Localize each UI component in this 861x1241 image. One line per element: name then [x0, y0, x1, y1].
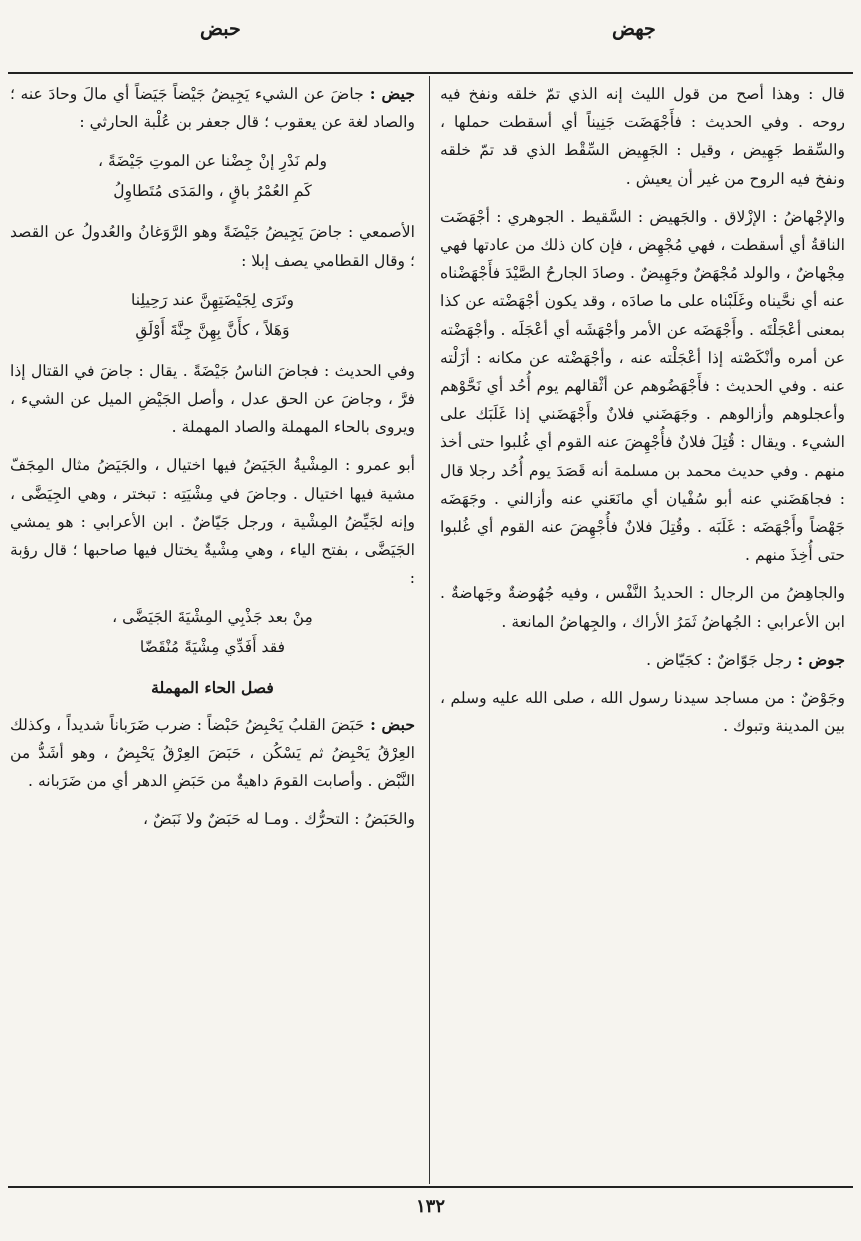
entry-text: والحَبَضُ : التحرُّك . ومـا له حَبَضٌ ولا نَبَضٌ ، [143, 810, 415, 829]
verse-line: فقد أَفَدِّي مِشْيَةً مُنْقَضّا [139, 638, 286, 657]
entry-text: والجاهِضُ من الرجال : الحديدُ النَّفْس ، وفيه جُهُوضةٌ وجَهاضةٌ . ابن الأعرابي : الجُهاضُ ثَمَرُ الأراك ، والجِهاضُ المانعة . [440, 584, 845, 631]
verse-line: وَهَلاً ، كأَنَّ بِهِنَّ جِنَّةَ أَوْلَقِ [135, 320, 290, 339]
verse-line: كَمِ العُمْرُ باقٍ ، والمَدَى مُتَطاوِلُ [113, 182, 312, 201]
entry-text: حَبَضَ القلبُ يَحْبِضُ حَبْضاً : ضرب ضَرَباناً شديداً ، وكذلك العِرْقُ يَحْبِضُ ثم يَسْكُن ، حَبَضَ العِرْقُ يَحْبِضُ ، وهو أشَدُّ من النَّبْض . وأصابت القومَ داهيةٌ من حَبَضِ الدهر أي من ضَرَبانه . [10, 715, 415, 791]
entry-text: رجل جَوّاضٌ : كجَيّاض . [646, 650, 792, 669]
entry-text: الأصمعي : جاضَ يَجِيضُ جَيْضَةً وهو الرَّوَغانُ والعُدولُ عن القصد ؛ وقال القطامي يصف إبلا : [10, 223, 415, 270]
poetry-verse [10, 146, 415, 206]
verse-line: مِنْ بعد جَذْبِي المِشْيَةَ الجَيَضَّى ، [112, 608, 313, 627]
entry-paragraph [440, 80, 845, 193]
entry-text: جاضَ عن الشيء يَجِيضُ جَيْضاً جَيَضاً أي مالَ وحادَ عنه ؛ والصاد لغة عن يعقوب ؛ قال جعفر بن عُلْبة الحارثي : [10, 85, 415, 132]
running-header-left: حبض [200, 18, 241, 40]
entry-paragraph [10, 218, 415, 274]
entry-headword: جوض : [791, 649, 845, 669]
entry-text: قال : وهذا أصح من قول الليث إنه الذي تمّ خلقه ونفخ فيه روحه . وفي الحديث : فأَجْهَضَت جَنِيناً أي أسقطت حملها ، والسِّقط جَهِيض ، وقيل : الجَهِيض السِّقْط الذي قد تمّ خلقه ونفخ فيه الروح من غير أن يعيش . [440, 85, 845, 188]
entry-paragraph [10, 711, 415, 796]
entry-paragraph [440, 646, 845, 674]
column-divider [429, 76, 430, 1184]
entry-paragraph [440, 203, 845, 570]
header-rule [8, 72, 853, 74]
entry-text: وفي الحديث : فجاضَ الناسُ جَيْضَةً . يقال : جاضَ في القتال إذا فرَّ ، وجاضَ عن الحق عدل ، وأصل الجَيْضِ الميل عن الشيء ، ويروى بالحاء المهملة والصاد المهملة . [10, 361, 415, 437]
entry-text: والإجْهاضُ : الإزْلاق . والجَهيض : السَّقيط . الجوهري : أجْهَضَت الناقةُ أي أسقطت ، فهي مُجْهِض ، فإن كان ذلك من عادتها فهي مِجْهاضٌ ، والولد مُجْهَضٌ وجَهِيضٌ . وصادَ الجارحُ الصَّيْدَ فأَجْهَضْناه عنه أي نحَّيناه وغَلَبْناه على ما صادَه ، وقد يكون أجْهَضْته عن كذا بمعنى أعْجَلْتَه . وأَجْهَضَه عن الأمر وأجْهَشَه أي أعْجَلَه . وأجْهَضْته عن أمره وأنْكَصْته إذا أعْجَلْته عنه ، وأجْهَضْته عن مكانه : أزَلْته عنه . وفي الحديث : فأَجْهَضُوهم عن أثْقالهم يوم أُحُد أي نَحَّوْهم وأعجلوهم وأزالوهم . وجَهَضَني فلانٌ وأَجْهَضَني إذا غَلَبَك على الشيء . ويقال : قُتِلَ فلانٌ فأُجْهِضَ عنه القوم أي غُلبوا حتى أخذ منهم . وفي حديث محمد بن مسلمة أنه قَصَدَ يوم أُحُد رجلا قال : فجاهَضَني عنه أبو سُفْيان أي مانَعَني عنه وأزالني . وجَهَضَه جَهْضاً وأَجْهَضَه : غَلَبَه . وقُتِلَ فلانٌ فأُجْهِضَ عنه القوم أي غُلبوا حتى أُخِذَ منهم . [440, 207, 845, 565]
entry-paragraph [10, 451, 415, 592]
page-number: ١٣٢ [415, 1196, 445, 1217]
poetry-verse [10, 285, 415, 345]
entry-text: أبو عمرو : المِشْيةُ الجَيَضُ فيها اختيال ، والجَيَضُ مثال المِجَفّ مشية فيها اختيال . وجاضَ في مِشْيَتِه : تبختر ، وهي الجِيَضَّى ، وإنه لجَيِّضُ المِشْية ، ورجل جَيّاضٌ . ابن الأعرابي : هو يمشي الجَيَضَّى ، بفتح الياء ، وهي مِشْيةٌ يختال فيها صاحبها ؛ قال رؤبة : [10, 456, 415, 588]
running-header-right: جهض [612, 18, 656, 40]
entry-headword: حبض : [364, 714, 415, 734]
verse-line: ولم نَدْرِ إنْ جِضْنا عن الموتِ جَيْضَةً ، [97, 152, 328, 171]
entry-paragraph [10, 80, 415, 136]
entry-paragraph [10, 805, 415, 833]
entry-paragraph [440, 684, 845, 740]
entry-headword: جيض : [363, 84, 415, 103]
entry-paragraph [10, 357, 415, 442]
entry-text: وجَوْضٌ : من مساجد سيدنا رسول الله ، صلى الله عليه وسلم ، بين المدينة وتبوك . [440, 689, 845, 736]
section-heading: فصل الحاء المهملة [151, 678, 274, 698]
verse-line: وتَرَى لِجَيْضَتِهِنَّ عند رَحِيلِنا [130, 290, 295, 309]
poetry-verse [10, 602, 415, 662]
right-column [440, 80, 845, 750]
entry-paragraph [440, 579, 845, 635]
footer-rule [8, 1186, 853, 1188]
left-column [10, 80, 415, 843]
